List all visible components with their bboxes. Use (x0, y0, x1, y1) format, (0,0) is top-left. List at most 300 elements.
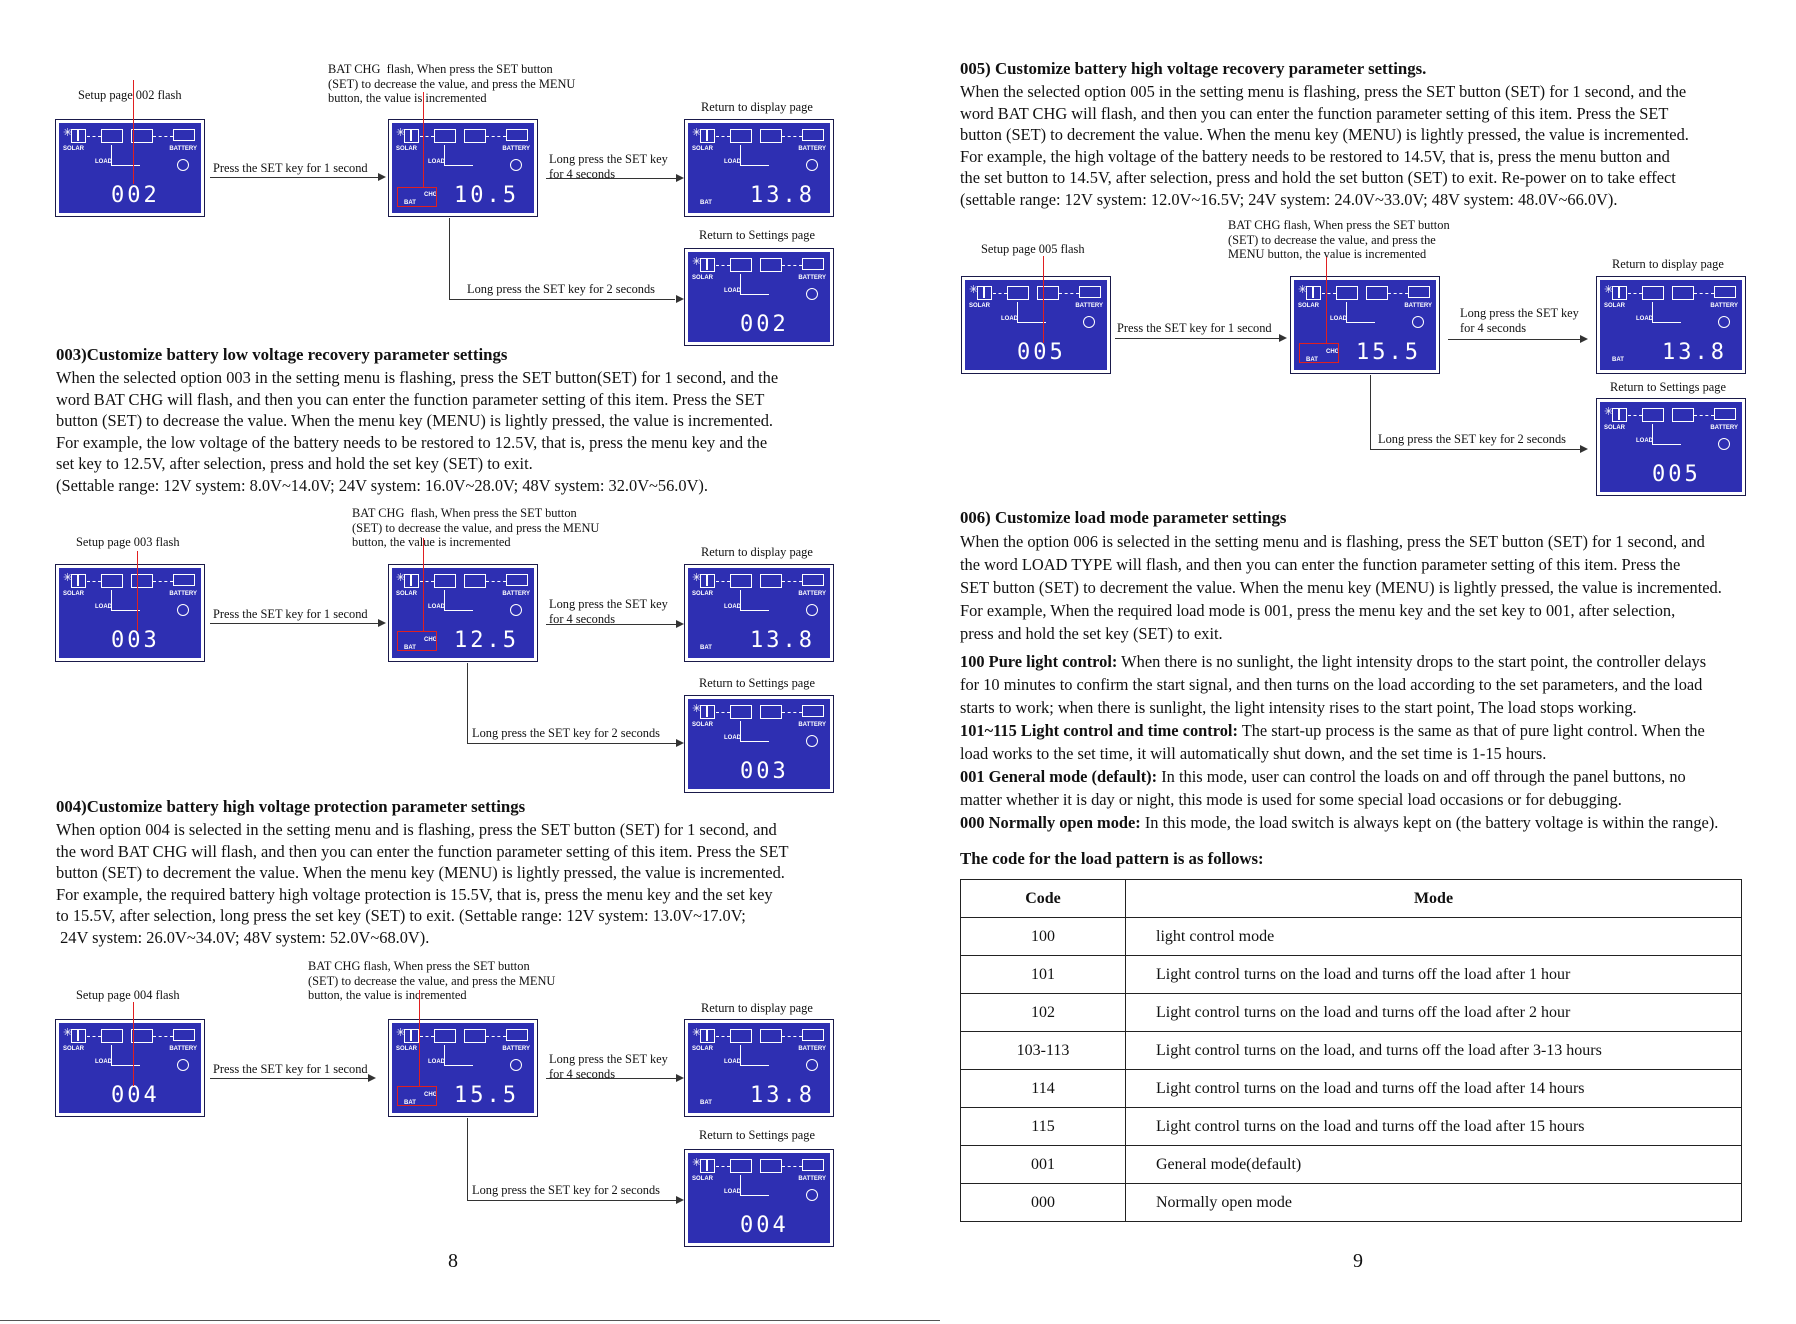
sun-icon: ✳ (396, 127, 406, 139)
arrow-head-icon (676, 174, 684, 182)
solar-panel-icon (1612, 286, 1627, 300)
lcd-label: SOLAR (63, 146, 84, 152)
connector-line (449, 218, 450, 299)
controller-icon (1037, 286, 1059, 300)
lcd-screen (965, 280, 1107, 370)
lcd-setup-page (55, 119, 205, 217)
return-display-label: Return to display page (701, 1001, 813, 1015)
caption-batchg: BAT CHG flash, When press the SET button (SET) to decrease the value, and press the MENU button, the value is incremented (308, 959, 556, 1003)
highlight-box (397, 631, 437, 651)
connector-line (449, 299, 675, 300)
connector-line (1115, 338, 1280, 339)
lcd-value: 13.8 (750, 183, 815, 208)
mode-cell: General mode(default) (1126, 1146, 1742, 1184)
connector-line (210, 177, 380, 178)
lcd-label: SOLAR (396, 1046, 417, 1052)
connection-line (1652, 424, 1681, 445)
connection-line (153, 581, 173, 582)
lightbulb-icon (510, 1059, 522, 1071)
battery-icon (1408, 286, 1430, 298)
battery-icon (802, 574, 824, 586)
sun-icon: ✳ (692, 256, 702, 268)
connection-line (993, 293, 1007, 294)
lightbulb-icon (177, 159, 189, 171)
connection-line (716, 712, 730, 713)
arrow-head-icon (378, 173, 386, 181)
controller-icon (730, 1159, 752, 1173)
connection-line (782, 1036, 802, 1037)
lcd-label: CHG (424, 637, 438, 643)
connection-line (1322, 293, 1336, 294)
controller-icon (730, 129, 752, 143)
solar-panel-icon (71, 129, 86, 143)
lcd-value: 15.5 (454, 1083, 519, 1108)
section-body: When the selected option 005 in the setting menu is flashing, press the SET button (SET) for 1 second, and the word BAT CHG will flash, and then you can enter the function parameter setting of this item. Press the SET button (SET) to decrement the value. When the menu key (MENU) is lightly pressed, the value is incremented. For example, the high voltage of the battery needs to be restored to 14.5V, that is, press the menu button and the set button to 14.5V, after selection, press and hold the set button (SET) to exit. Re-power on to take effect (settable range: 12V system: 12.0V~16.5V; 24V system: 24.0V~33.0V; 48V system: 48.0V~66.0V). (960, 82, 1689, 209)
battery-icon (802, 1029, 824, 1041)
controller-icon (760, 258, 782, 272)
controller-icon (1336, 286, 1358, 300)
table-row (961, 1146, 1742, 1184)
solar-panel-icon (700, 258, 715, 272)
battery-icon (1079, 286, 1101, 298)
sun-icon: ✳ (1604, 406, 1614, 418)
arrow-head-icon (676, 1074, 684, 1082)
battery-icon (802, 258, 824, 270)
lcd-value: 004 (740, 1213, 789, 1238)
arrow-label: Long press the SET key for 2 seconds (1378, 432, 1567, 446)
connector-line (467, 743, 676, 744)
lcd-label: LOAD (724, 604, 741, 610)
lcd-label: SOLAR (692, 275, 713, 281)
arrow-label: Long press the SET key for 2 seconds (472, 1183, 661, 1197)
controller-icon (1672, 408, 1694, 422)
lcd-label: SOLAR (1604, 425, 1625, 431)
lcd-screen (59, 1023, 201, 1113)
connection-line (444, 145, 473, 166)
connection-line (1628, 415, 1642, 416)
solar-panel-icon (1612, 408, 1627, 422)
lcd-label: LOAD (1330, 316, 1347, 322)
connection-line (740, 1045, 769, 1066)
sun-icon: ✳ (396, 1027, 406, 1039)
lcd-value: 10.5 (454, 183, 519, 208)
connection-line (782, 712, 802, 713)
return-display-label: Return to display page (701, 545, 813, 559)
arrow-label: Press the SET key for 1 second (213, 607, 368, 621)
controller-icon (131, 1029, 153, 1043)
controller-icon (1642, 286, 1664, 300)
connection-line (716, 1166, 730, 1167)
section-body: When the selected option 003 in the setting menu is flashing, press the SET button(SET) for 1 second, and the word BAT CHG will flash, and then you can enter the function parameter setting of this item. Press the SET button (SET) to decrease the value. When the menu key (MENU) is lightly pressed, the value is incremented. For example, the low voltage of the battery needs to be restored to 12.5V, that is, press the menu key and the set key to 12.5V, after selection, press and hold the set key (SET) to exit. (Settable range: 12V system: 8.0V~14.0V; 24V system: 16.0V~28.0V; 48V system: 32.0V~56.0V). (56, 368, 779, 495)
lcd-label: SOLAR (692, 1176, 713, 1182)
lcd-label: BATTERY (169, 591, 197, 597)
controller-icon (1672, 286, 1694, 300)
connection-line (87, 581, 101, 582)
lcd-label: BAT (1306, 357, 1318, 363)
lcd-settings-page (684, 248, 834, 346)
solar-panel-icon (977, 286, 992, 300)
code-cell: 000 (961, 1184, 1126, 1222)
lcd-label: BATTERY (798, 1176, 826, 1182)
connector-line (210, 623, 380, 624)
lightbulb-icon (1083, 316, 1095, 328)
table-row (961, 956, 1742, 994)
highlight-box (1299, 343, 1339, 363)
lcd-label: SOLAR (63, 1046, 84, 1052)
return-settings-label: Return to Settings page (1610, 380, 1726, 394)
controller-icon (760, 1029, 782, 1043)
mode-description: 001 General mode (default): In this mode, user can control the loads on and off through the panel buttons, no matter whether it is day or night, this mode is used for some special load occasions or for debugging. (960, 767, 1686, 809)
lcd-label: BAT (1612, 357, 1624, 363)
lcd-value: 003 (740, 759, 789, 784)
lcd-label: LOAD (428, 604, 445, 610)
return-settings-label: Return to Settings page (699, 676, 815, 690)
mode-cell: Light control turns on the load and turns off the load after 14 hours (1126, 1070, 1742, 1108)
lcd-label: LOAD (724, 1059, 741, 1065)
connection-line (1388, 293, 1408, 294)
lcd-label: BAT (404, 645, 416, 651)
caption-batchg: BAT CHG flash, When press the SET button (SET) to decrease the value, and press the MENU button, the value is incremented (1228, 218, 1450, 262)
connection-line (111, 590, 140, 611)
connector-line (1448, 339, 1580, 340)
arrow-head-icon (368, 1074, 376, 1082)
arrow-head-icon (1580, 335, 1588, 343)
load-code-table (960, 879, 1742, 1222)
controller-icon (760, 705, 782, 719)
solar-panel-icon (700, 574, 715, 588)
controller-icon (760, 1159, 782, 1173)
connection-line (1652, 302, 1681, 323)
connection-line (782, 581, 802, 582)
connector-line (467, 1118, 468, 1200)
lcd-label: BAT (404, 200, 416, 206)
sun-icon: ✳ (396, 572, 406, 584)
lcd-screen (59, 568, 201, 658)
lightbulb-icon (510, 159, 522, 171)
connector-line (1370, 375, 1371, 449)
lcd-label: BATTERY (502, 591, 530, 597)
controller-icon (730, 1029, 752, 1043)
lcd-label: BATTERY (798, 591, 826, 597)
lcd-label: SOLAR (63, 591, 84, 597)
battery-icon (802, 129, 824, 141)
controller-icon (760, 129, 782, 143)
lcd-screen (688, 568, 830, 658)
red-pointer (1326, 257, 1327, 343)
lcd-label: LOAD (428, 159, 445, 165)
arrow-label: Long press the SET key for 2 seconds (472, 726, 661, 740)
connection-line (1694, 293, 1714, 294)
table-row (961, 1184, 1742, 1222)
section-heading: 005) Customize battery high voltage recovery parameter settings. (960, 59, 1427, 78)
lcd-setup-page (961, 276, 1111, 374)
arrow-head-icon (378, 619, 386, 627)
battery-icon (1714, 408, 1736, 420)
connection-line (1694, 415, 1714, 416)
battery-icon (506, 574, 528, 586)
red-pointer (137, 551, 138, 631)
lcd-setup-page (55, 564, 205, 662)
lcd-label: LOAD (95, 604, 112, 610)
caption-flash: Setup page 002 flash (78, 88, 182, 102)
solar-panel-icon (71, 574, 86, 588)
arrow-head-icon (676, 1196, 684, 1204)
lightbulb-icon (1412, 316, 1424, 328)
lcd-label: BATTERY (169, 146, 197, 152)
battery-icon (506, 1029, 528, 1041)
table-row (961, 1032, 1742, 1070)
arrow-label: Long press the SET key for 2 seconds (467, 282, 656, 296)
sun-icon: ✳ (692, 127, 702, 139)
sun-icon: ✳ (969, 284, 979, 296)
connection-line (740, 721, 769, 742)
connection-line (420, 1036, 434, 1037)
mode-cell: Light control turns on the load and turns off the load after 15 hours (1126, 1108, 1742, 1146)
lcd-settings-page (1596, 398, 1746, 496)
connection-line (716, 136, 730, 137)
lcd-value: 005 (1652, 462, 1701, 487)
sun-icon: ✳ (63, 127, 73, 139)
connector-line (1370, 449, 1580, 450)
arrow-head-icon (676, 295, 684, 303)
return-settings-label: Return to Settings page (699, 228, 815, 242)
table-row (961, 1108, 1742, 1146)
arrow-head-icon (1580, 445, 1588, 453)
section-heading: 006) Customize load mode parameter settings (960, 508, 1287, 527)
controller-icon (464, 1029, 486, 1043)
lcd-label: LOAD (1636, 316, 1653, 322)
section-body: When the option 006 is selected in the setting menu and is flashing, press the SET button (SET) for 1 second, and the word LOAD TYPE will flash, and then you can enter the function parameter setting of this item. Press the SET button (SET) to decrement the value. When the menu key (MENU) is lightly pressed, the value is incremented. For example, When the required load mode is 001, press the menu key and the set key to 001, after selection, press and hold the set key (SET) to exit. (960, 532, 1722, 643)
lcd-label: SOLAR (1604, 303, 1625, 309)
lcd-screen (688, 252, 830, 342)
battery-icon (173, 129, 195, 141)
lcd-label: SOLAR (692, 591, 713, 597)
controller-icon (131, 129, 153, 143)
arrow-head-icon (676, 739, 684, 747)
solar-panel-icon (71, 1029, 86, 1043)
lcd-value: 002 (740, 312, 789, 337)
lcd-value: 13.8 (750, 628, 815, 653)
arrow-label: Long press the SET key for 4 seconds (549, 597, 668, 626)
lcd-display-page (684, 119, 834, 217)
connection-line (444, 1045, 473, 1066)
lcd-label: BATTERY (1710, 425, 1738, 431)
lightbulb-icon (177, 604, 189, 616)
mode-cell: light control mode (1126, 918, 1742, 956)
table-title: The code for the load pattern is as follows: (960, 849, 1264, 868)
table-header-row (961, 880, 1742, 918)
lcd-screen (688, 1153, 830, 1243)
sun-icon: ✳ (692, 703, 702, 715)
controller-icon (464, 574, 486, 588)
lcd-screen (688, 699, 830, 789)
controller-icon (464, 129, 486, 143)
red-pointer (423, 538, 424, 631)
controller-icon (730, 574, 752, 588)
connection-line (486, 1036, 506, 1037)
red-pointer (423, 92, 424, 187)
lightbulb-icon (806, 1189, 818, 1201)
lcd-label: LOAD (95, 159, 112, 165)
connector-line (467, 1200, 676, 1201)
code-cell: 001 (961, 1146, 1126, 1184)
battery-icon (173, 574, 195, 586)
controller-icon (101, 129, 123, 143)
arrow-head-icon (1279, 334, 1287, 342)
lcd-label: LOAD (1636, 438, 1653, 444)
column-header-code: Code (961, 880, 1126, 918)
mode-description: 101~115 Light control and time control: The start-up process is the same as that of pure light control. When the load works to the set time, it will automatically shut down, and the set time is 1-15 hours. (960, 721, 1705, 763)
lcd-label: LOAD (95, 1059, 112, 1065)
connection-line (782, 136, 802, 137)
highlight-box (397, 1086, 437, 1106)
controller-icon (1366, 286, 1388, 300)
connection-line (716, 265, 730, 266)
lightbulb-icon (806, 1059, 818, 1071)
connection-line (716, 1036, 730, 1037)
caption-batchg: BAT CHG flash, When press the SET button (SET) to decrease the value, and press the MENU button, the value is incremented (352, 506, 600, 550)
lcd-label: BAT (700, 200, 712, 206)
arrow-label: Long press the SET key for 4 seconds (1460, 306, 1579, 335)
mode-cell: Light control turns on the load and turns off the load after 1 hour (1126, 956, 1742, 994)
lcd-label: SOLAR (396, 591, 417, 597)
battery-icon (802, 1159, 824, 1171)
battery-icon (173, 1029, 195, 1041)
lcd-label: BATTERY (502, 146, 530, 152)
section-heading: 004)Customize battery high voltage protection parameter settings (56, 797, 526, 816)
connector-line (210, 1078, 370, 1079)
lcd-value: 004 (111, 1083, 160, 1108)
sun-icon: ✳ (63, 572, 73, 584)
code-cell: 102 (961, 994, 1126, 1032)
connection-line (87, 136, 101, 137)
solar-panel-icon (404, 574, 419, 588)
lcd-label: CHG (1326, 349, 1340, 355)
column-header-mode: Mode (1126, 880, 1742, 918)
lcd-screen (59, 123, 201, 213)
lcd-label: BATTERY (1710, 303, 1738, 309)
controller-icon (730, 258, 752, 272)
code-cell: 115 (961, 1108, 1126, 1146)
lcd-label: SOLAR (969, 303, 990, 309)
lcd-value: 13.8 (750, 1083, 815, 1108)
highlight-box (397, 187, 437, 207)
mode-cell: Normally open mode (1126, 1184, 1742, 1222)
solar-panel-icon (1306, 286, 1321, 300)
sun-icon: ✳ (692, 1157, 702, 1169)
solar-panel-icon (404, 129, 419, 143)
lcd-settings-page (684, 695, 834, 793)
connector-line (467, 663, 468, 743)
lcd-label: LOAD (724, 288, 741, 294)
lcd-label: CHG (424, 1092, 438, 1098)
connection-line (153, 1036, 173, 1037)
lcd-setup-page (55, 1019, 205, 1117)
caption-flash: Setup page 003 flash (76, 535, 180, 549)
lcd-screen (1600, 402, 1742, 492)
controller-icon (1007, 286, 1029, 300)
lightbulb-icon (806, 288, 818, 300)
mode-description: 000 Normally open mode: In this mode, the load switch is always kept on (the battery voltage is within the range). (960, 813, 1719, 832)
lightbulb-icon (1718, 316, 1730, 328)
connection-line (782, 265, 802, 266)
lcd-label: BATTERY (1404, 303, 1432, 309)
page-number: 8 (448, 1250, 458, 1272)
code-cell: 101 (961, 956, 1126, 994)
connection-line (111, 145, 140, 166)
arrow-label: Long press the SET key for 4 seconds (549, 1052, 668, 1081)
section-body: When option 004 is selected in the setting menu and is flashing, press the SET button (SET) for 1 second, and the word BAT CHG will flash, and then you can enter the function parameter setting of this item. Press the SET button (SET) to decrement the value. When the menu key (MENU) is lightly pressed, the value is incremented. For example, the required battery high voltage protection is 15.5V, that is, press the menu key and the set key to 15.5V, after selection, long press the set key (SET) to exit. (Settable range: 12V system: 13.0V~17.0V; 24V system: 26.0V~34.0V; 48V system: 52.0V~68.0V). (56, 820, 789, 947)
lcd-label: LOAD (428, 1059, 445, 1065)
controller-icon (760, 574, 782, 588)
connection-line (716, 581, 730, 582)
red-pointer (419, 990, 420, 1086)
lightbulb-icon (177, 1059, 189, 1071)
lcd-label: SOLAR (396, 146, 417, 152)
connection-line (444, 590, 473, 611)
controller-icon (1642, 408, 1664, 422)
connection-line (1059, 293, 1079, 294)
sun-icon: ✳ (63, 1027, 73, 1039)
sun-icon: ✳ (1604, 284, 1614, 296)
lightbulb-icon (806, 604, 818, 616)
code-cell: 103-113 (961, 1032, 1126, 1070)
connection-line (782, 1166, 802, 1167)
controller-icon (434, 574, 456, 588)
connection-line (1346, 302, 1375, 323)
connection-line (740, 145, 769, 166)
battery-icon (506, 129, 528, 141)
lcd-label: SOLAR (692, 146, 713, 152)
lightbulb-icon (806, 735, 818, 747)
connection-line (486, 136, 506, 137)
lightbulb-icon (806, 159, 818, 171)
caption-batchg: BAT CHG flash, When press the SET button (SET) to decrease the value, and press the MENU button, the value is incremented (328, 62, 576, 106)
lcd-value: 13.8 (1662, 340, 1727, 365)
red-pointer (1043, 256, 1044, 343)
connection-line (1628, 293, 1642, 294)
lcd-value: 002 (111, 183, 160, 208)
lcd-label: BAT (700, 645, 712, 651)
lcd-label: BATTERY (1075, 303, 1103, 309)
arrow-label: Press the SET key for 1 second (213, 1062, 368, 1076)
lcd-display-page (1596, 276, 1746, 374)
connection-line (740, 590, 769, 611)
lcd-label: BATTERY (798, 275, 826, 281)
lcd-screen (1600, 280, 1742, 370)
controller-icon (131, 574, 153, 588)
mode-cell: Light control turns on the load and turns off the load after 2 hour (1126, 994, 1742, 1032)
lcd-label: LOAD (724, 1189, 741, 1195)
lcd-label: BATTERY (798, 1046, 826, 1052)
lcd-display-page (684, 1019, 834, 1117)
code-cell: 114 (961, 1070, 1126, 1108)
table-row (961, 918, 1742, 956)
lcd-label: LOAD (724, 159, 741, 165)
sun-icon: ✳ (692, 572, 702, 584)
lcd-display-page (684, 564, 834, 662)
lcd-label: SOLAR (1298, 303, 1319, 309)
lightbulb-icon (1718, 438, 1730, 450)
lcd-label: BATTERY (169, 1046, 197, 1052)
sun-icon: ✳ (1298, 284, 1308, 296)
lcd-value: 15.5 (1356, 340, 1421, 365)
controller-icon (101, 574, 123, 588)
connection-line (740, 274, 769, 295)
lcd-label: SOLAR (692, 722, 713, 728)
lcd-value: 12.5 (454, 628, 519, 653)
caption-flash: Setup page 005 flash (981, 242, 1085, 256)
